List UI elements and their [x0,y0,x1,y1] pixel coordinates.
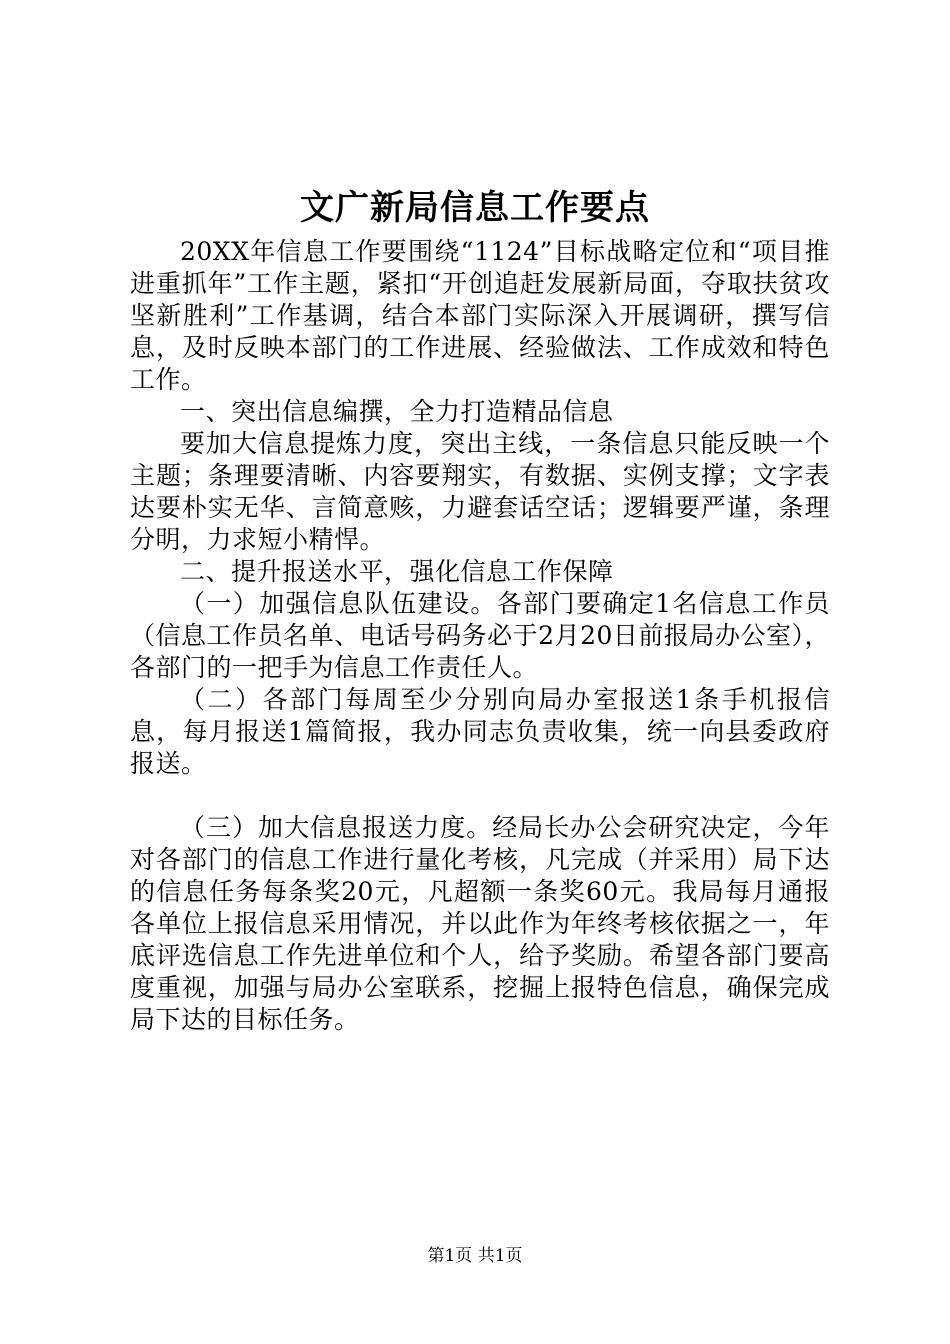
document-title: 文广新局信息工作要点 [300,188,650,228]
page-footer: 第1页 共1页 [427,1246,523,1266]
section-heading-2: 二、提升报送水平，强化信息工作保障 [180,557,614,586]
intro-paragraph: 20XX年信息工作要围绕“1124”目标战略定位和“项目推进重抓年”工作主题，紧扣“开创追赶发展新局面，夺取扶贫攻坚新胜利”工作基调，结合本部门实际深入开展调研，撰写信息，及时反映本部门的工作进展、经验做法、工作成效和特色工作。 [130,237,830,394]
paragraph-spacer [130,780,830,812]
section-2-item-2: （二）各部门每周至少分别向局办室报送1条手机报信息，每月报送1篇简报，我办同志负责收集，统一向县委政府报送。 [130,685,830,778]
section-heading-1: 一、突出信息编撰，全力打造精品信息 [180,397,614,426]
section-2-item-1: （一）加强信息队伍建设。各部门要确定1名信息工作员（信息工作员名单、电话号码务必于2月20日前报局办公室），各部门的一把手为信息工作责任人。 [130,589,830,682]
document-body [130,236,830,1036]
section-1-paragraph: 要加大信息提炼力度，突出主线，一条信息只能反映一个主题；条理要清晰、内容要翔实，有数据、实例支撑；文字表达要朴实无华、言简意赅，力避套话空话；逻辑要严谨，条理分明，力求短小精悍。 [130,429,830,554]
section-2-item-3: （三）加大信息报送力度。经局长办公会研究决定，今年对各部门的信息工作进行量化考核，凡完成（并采用）局下达的信息任务每条奖20元，凡超额一条奖60元。我局每月通报各单位上报信息采用情况，并以此作为年终考核依据之一，年底评选信息工作先进单位和个人，给予奖励。希望各部门要高度重视，加强与局办公室联系，挖掘上报特色信息，确保完成局下达的目标任务。 [130,813,830,1034]
